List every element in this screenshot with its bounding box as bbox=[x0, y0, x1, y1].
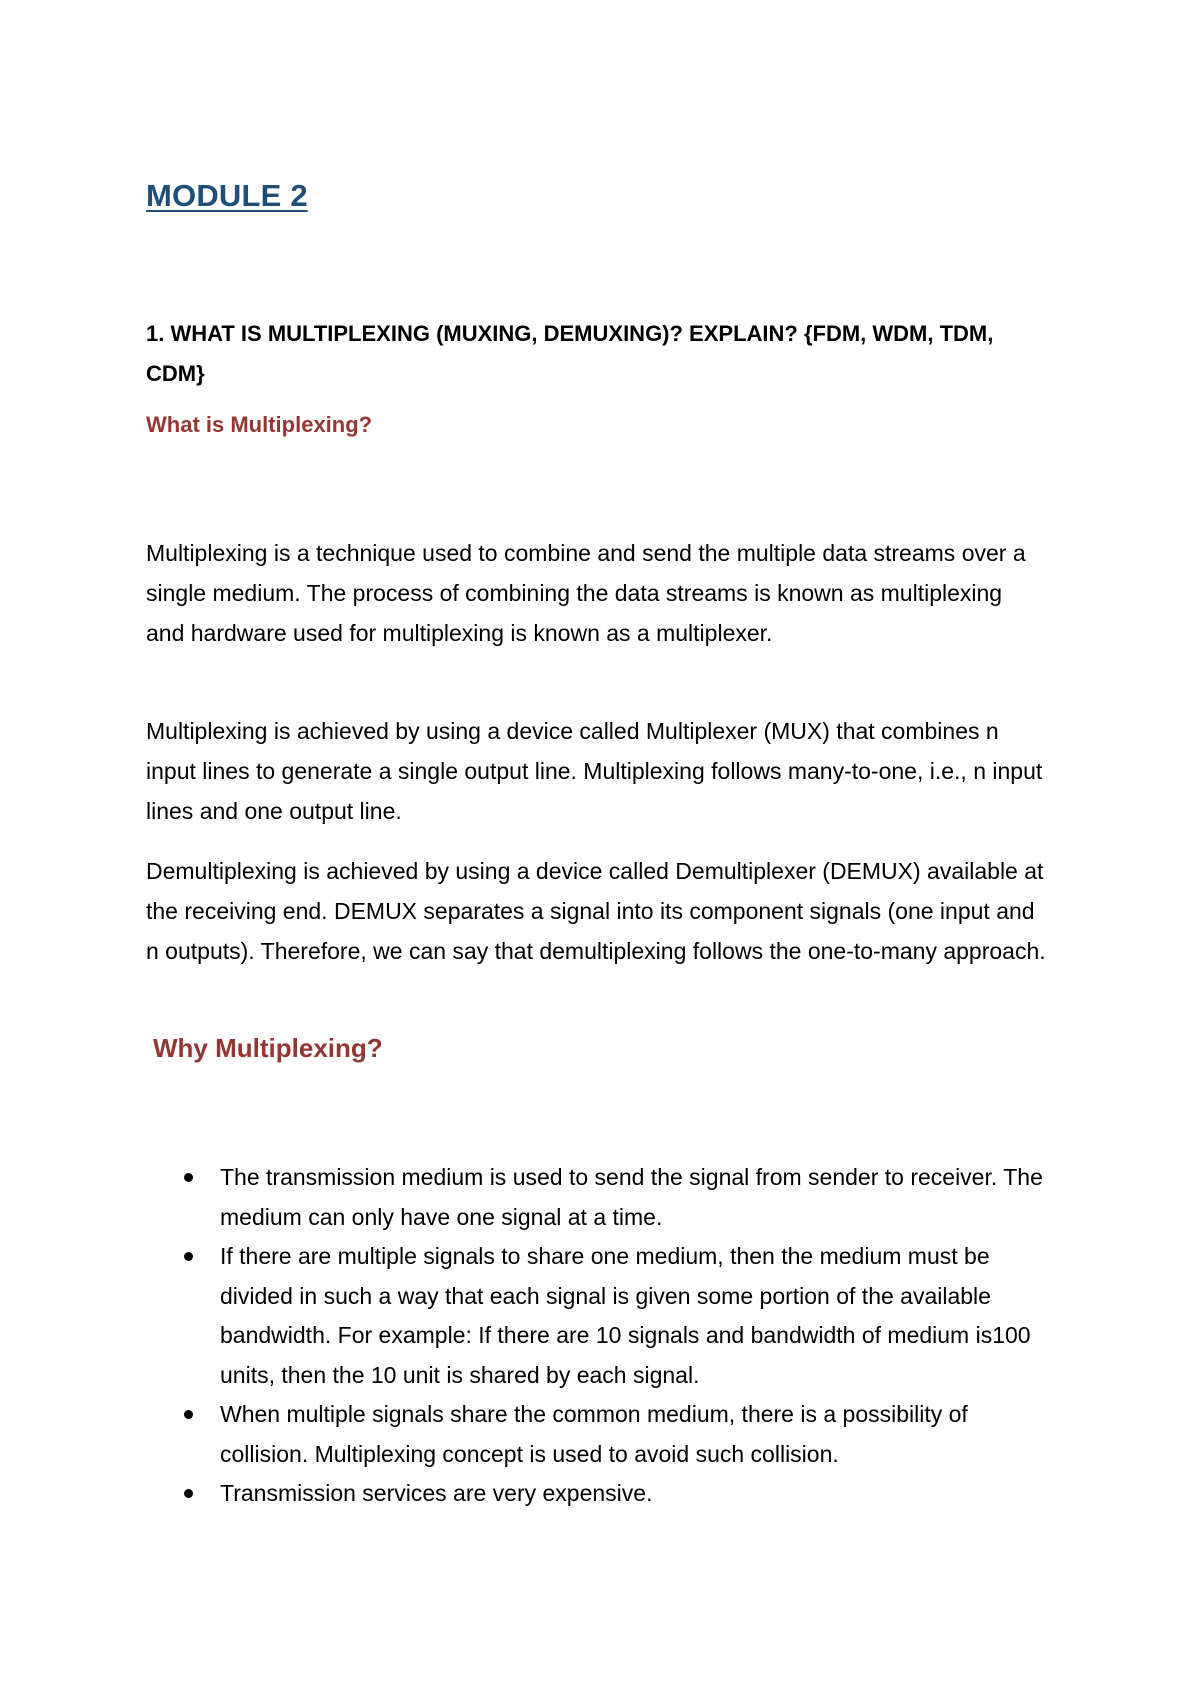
section-heading-what-is-multiplexing: What is Multiplexing? bbox=[146, 412, 373, 437]
bullet-icon bbox=[184, 1489, 193, 1498]
paragraph-multiplexer: Multiplexing is achieved by using a device called Multiplexer (MUX) that combines n input lines to generate a single output line. Multiplexing follows many-to-one, i.e., n input lines and one output line. bbox=[146, 718, 1043, 824]
list-item-text: If there are multiple signals to share one medium, then the medium must be divided in such a way that each signal is given some portion of the available bandwidth. For example: If there are 10 signals and bandwidth of medium is100 units, then the 10 unit is shared by each signal. bbox=[220, 1243, 1031, 1388]
list-item bbox=[180, 1237, 1060, 1395]
list-item bbox=[180, 1395, 1060, 1474]
module-title: MODULE 2 bbox=[146, 178, 308, 213]
bullet-icon bbox=[184, 1252, 193, 1261]
list-item-text: When multiple signals share the common medium, there is a possibility of collision. Multiplexing concept is used to avoid such collision. bbox=[220, 1401, 968, 1467]
question-heading: 1. WHAT IS MULTIPLEXING (MUXING, DEMUXING)? EXPLAIN? {FDM, WDM, TDM, CDM} bbox=[146, 321, 994, 386]
list-item-text: The transmission medium is used to send the signal from sender to receiver. The medium can only have one signal at a time. bbox=[220, 1164, 1043, 1230]
paragraph-demultiplexer: Demultiplexing is achieved by using a device called Demultiplexer (DEMUX) available at the receiving end. DEMUX separates a signal into its component signals (one input and n outputs). Therefore, we can say that demultiplexing follows the one-to-many approach. bbox=[146, 858, 1046, 964]
list-item-text: Transmission services are very expensive. bbox=[220, 1480, 653, 1506]
bullet-icon bbox=[184, 1173, 193, 1182]
list-item bbox=[180, 1158, 1060, 1237]
list-item bbox=[180, 1474, 1060, 1514]
why-multiplexing-list bbox=[180, 1158, 1060, 1514]
bullet-icon bbox=[184, 1410, 193, 1419]
section-heading-why-multiplexing: Why Multiplexing? bbox=[153, 1033, 383, 1063]
paragraph-multiplexing-definition: Multiplexing is a technique used to combine and send the multiple data streams over a single medium. The process of combining the data streams is known as multiplexing and hardware used for multiplexing is known as a multiplexer. bbox=[146, 540, 1026, 646]
